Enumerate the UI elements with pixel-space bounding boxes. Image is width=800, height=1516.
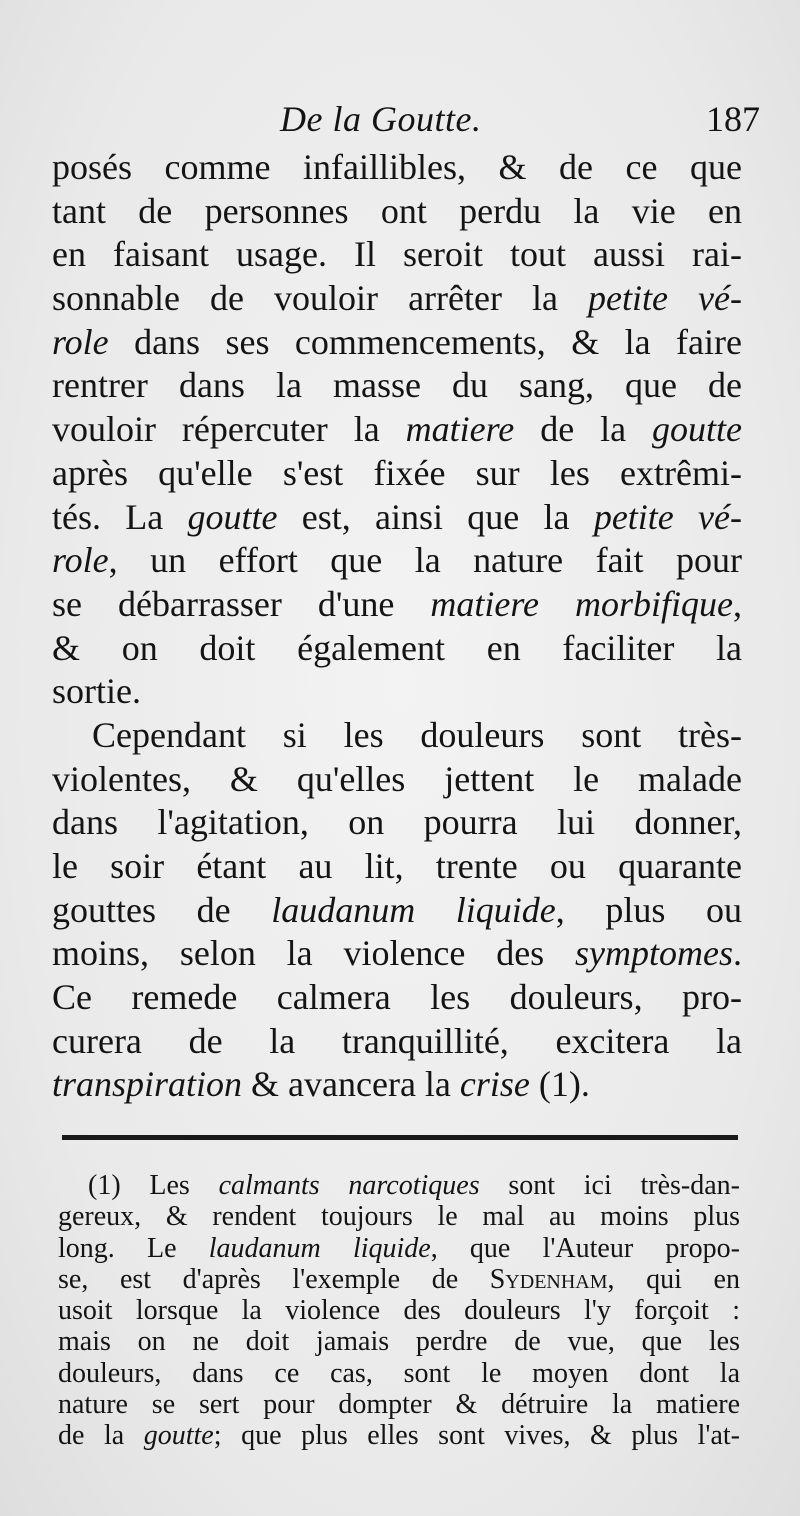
page-header: [50, 96, 760, 146]
text-line: dans l'agitation, on pourra lui donner,: [52, 802, 742, 843]
text-line: & on doit également en faciliter la: [52, 627, 742, 668]
text-line: Cependant si les douleurs sont très-: [92, 714, 742, 755]
footnote-line: douleurs, dans ce cas, sont le moyen dont la: [58, 1357, 740, 1389]
text-line: moins, selon la violence des symptomes.: [52, 933, 742, 974]
text-line: violentes, & qu'elles jettent le malade: [52, 758, 742, 799]
text-line: gouttes de laudanum liquide, plus ou: [52, 889, 742, 930]
footnote-line: se, est d'après l'exemple de Sydenham, qui en: [58, 1263, 740, 1295]
running-title: De la Goutte.: [280, 99, 482, 139]
text-line: posés comme infaillibles, & de ce que: [52, 147, 742, 187]
text-line: tés. La goutte est, ainsi que la petite vé-: [52, 496, 742, 537]
text-line: se débarrasser d'une matiere morbifique,: [52, 583, 743, 624]
text-line: curera de la tranquillité, excitera la: [52, 1020, 742, 1061]
footnote-line: de la goutte; que plus elles sont vives, & plus l'at-: [58, 1420, 740, 1452]
footnote: [58, 1170, 740, 1452]
footnote-separator-rule: [62, 1135, 738, 1140]
footnote-line: usoit lorsque la violence des douleurs l'y forçoit :: [58, 1295, 740, 1327]
footnote-line: (1) Les calmants narcotiques sont ici très-dan-: [88, 1170, 741, 1201]
text-line: en faisant usage. Il seroit tout aussi rai-: [52, 234, 742, 275]
text-line: le soir étant au lit, trente ou quarante: [52, 846, 742, 886]
text-line: vouloir répercuter la matiere de la goutte: [52, 409, 742, 450]
text-line: rentrer dans la masse du sang, que de: [52, 365, 742, 406]
text-line: tant de personnes ont perdu la vie en: [52, 190, 742, 231]
footnote-line: mais on ne doit jamais perdre de vue, que les: [58, 1326, 740, 1358]
body-text: [52, 146, 742, 1107]
text-line: role dans ses commencements, & la faire: [52, 321, 742, 362]
footnote-line: gereux, & rendent toujours le mal au moins plus: [58, 1201, 740, 1233]
text-line: role, un effort que la nature fait pour: [52, 540, 742, 581]
text-line: transpiration & avancera la crise (1).: [52, 1064, 590, 1105]
page-number: 187: [706, 99, 760, 139]
text-line: sonnable de vouloir arrêter la petite vé-: [52, 278, 742, 319]
text-line: sortie.: [52, 671, 141, 712]
footnote-line: long. Le laudanum liquide, que l'Auteur propo-: [58, 1232, 741, 1264]
footnote-line: nature se sert pour dompter & détruire la matiere: [58, 1389, 740, 1421]
text-line: Ce remede calmera les douleurs, pro-: [52, 977, 742, 1018]
text-line: après qu'elle s'est fixée sur les extrêmi-: [52, 452, 742, 493]
